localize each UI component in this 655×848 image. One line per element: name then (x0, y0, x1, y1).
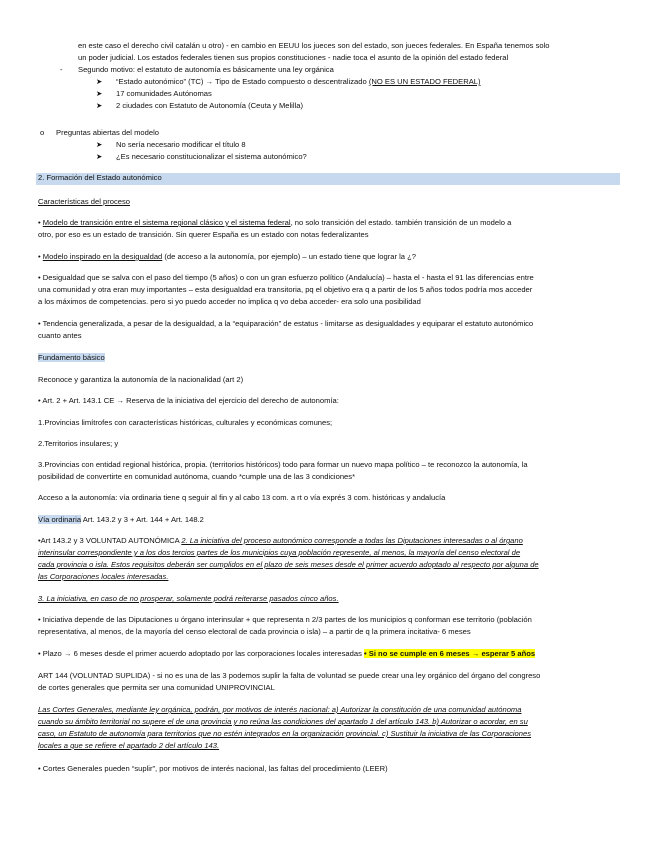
circle-bullet-icon: o (40, 128, 45, 137)
paragraph-line: una comunidad y otra eran muy importantes – esta desigualdad era transitoria, pq el objetivo era q a partir de los 5 años todos podría mos acceder (38, 285, 533, 294)
quote-line: 3. La iniciativa, en caso de no prosperar, solamente podrá reiterarse pasados cinco años. (38, 594, 339, 603)
estado-text: “Estado autonómico” (TC) → Tipo de Estado compuesto o descentralizado (116, 77, 369, 86)
section-2-heading: 2. Formación del Estado autonómico (38, 173, 162, 182)
paragraph-line: • Tendencia generalizada, a pesar de la desigualdad, a la “equiparación” de estatus - limitarse as desigualdades y equiparar el estatuto autonómico (38, 319, 534, 328)
paragraph-line: cuanto antes (38, 331, 82, 340)
paragraph-line: ART 144 (VOLUNTAD SUPLIDA) - si no es una de las 3 podemos suplir la falta de voluntad se puede crear una ley orgánico del órgano del congreso (38, 671, 541, 680)
arrow-bullet-icon: ➤ (96, 77, 103, 86)
dash-bullet: - (60, 65, 63, 74)
modelo-transicion-line (38, 217, 620, 229)
paragraph-line: Reconoce y garantiza la autonomía de la nacionalidad (art 2) (38, 375, 244, 384)
art-143-line (38, 535, 620, 547)
desigualdad-line (38, 251, 620, 263)
via-ordinaria-articles: Art. 143.2 y 3 + Art. 144 + Art. 148.2 (81, 515, 204, 524)
paragraph-line: • Cortes Generales pueden “suplir”, por motivos de interés nacional, las faltas del procedimiento (LEER) (38, 764, 388, 773)
desigualdad-underline-text: Modelo inspirado en la desigualdad (42, 252, 163, 261)
question-2: ¿Es necesario constitucionalizar el sistema autonómico? (116, 152, 307, 161)
arrow-bullet-icon: ➤ (96, 89, 103, 98)
paragraph-line: Acceso a la autonomía: vía ordinaria tiene q seguir al fin y al cabo 13 com. a rt o vía exprés 3 com. históricas y andalucía (38, 493, 446, 502)
paragraph-line: representativa, al menos, de la mayoría del censo electoral de cada provincia o isla) – a partir de q la primera incitativa- 6 meses (38, 627, 471, 636)
paragraph-line: de cortes generales que permita ser una comunidad UNIPROVINCIAL (38, 683, 275, 692)
ciudades-line: 2 ciudades con Estatuto de Autonomía (Ceuta y Melilla) (116, 101, 303, 110)
estado-autonomico-line (116, 76, 616, 88)
quote-line: caso, un Estatuto de autonomía para territorios que no estén integrados en la organización provincial. c) Sustituir la iniciativa de las Corporaciones (38, 729, 532, 738)
dot-bullet: • (38, 252, 41, 261)
arrow-bullet-icon: ➤ (96, 101, 103, 110)
plazo-highlight: • Si no se cumple en 6 meses → esperar 5 años (364, 649, 536, 658)
fundamento-heading (38, 352, 620, 364)
quote-line: locales a que se refiere el apartado 2 del artículo 143. (38, 741, 220, 750)
paragraph-line: otro, por eso es un estado de transición. Sin querer España es un estado con notas federalizantes (38, 230, 369, 239)
list-item: 2.Territorios insulares; y (38, 439, 119, 448)
paragraph-line: posibilidad de convertirte en comunidad autónoma, cuando *cumple una de las 3 condiciones* (38, 472, 356, 481)
arrow-bullet-icon: ➤ (96, 152, 103, 161)
quote-line: las Corporaciones locales interesadas. (38, 572, 169, 581)
art-143-title: •Art 143.2 y 3 VOLUNTAD AUTONÓMICA (38, 536, 182, 545)
art-143-quote: 2. La iniciativa del proceso autonómico corresponde a todas las Diputaciones interesadas o al órgano (181, 536, 523, 545)
list-item: 1.Provincias limítrofes con características históricas, culturales y económicas comunes; (38, 418, 333, 427)
quote-line: cuando su ámbito territorial no supere el de una provincia y no reúna las condiciones del apartado 1 del artículo 143. b) Autorizar o acordar, en su (38, 717, 528, 726)
comunidades-line: 17 comunidades Autónomas (116, 89, 212, 98)
modelo-rest-text: , no solo transición del estado. también transición de un modelo a (290, 218, 512, 227)
via-ordinaria-line (38, 514, 620, 526)
quote-line: interinsular correspondiente y a los dos tercios partes de los municipios cuya población represente, al menos, la mayoría del censo electoral de (38, 548, 521, 557)
modelo-underline-text: Modelo de transición entre el sistema regional clásico y el sistema federal (42, 218, 291, 227)
via-ordinaria-label: Vía ordinaria (38, 515, 82, 524)
quote-line: cada provincia o isla. Estos requisitos deberán ser cumplidos en el plazo de seis meses desde el primer acuerdo adoptado al respecto por alguna de (38, 560, 539, 569)
dot-bullet: • (38, 218, 41, 227)
paragraph-line: 3.Provincias con entidad regional histórica, propia. (territorios históricos) todo para formar un nuevo mapa político – te reconozco la autonomía, la (38, 460, 528, 469)
paragraph-line: • Iniciativa depende de las Diputaciones u órgano interinsular + que representa n 2/3 partes de los municipios q conforman ese territorio (población (38, 615, 532, 624)
paragraph-line: en este caso el derecho civil catalán u otro) - en cambio en EEUU los jueces son del estado, son jueces federales. En España tenemos solo (78, 41, 550, 50)
caracteristicas-heading: Características del proceso (38, 197, 131, 206)
plazo-line (38, 648, 620, 660)
plazo-text: • Plazo → 6 meses desde el primer acuerdo adoptado por las corporaciones locales interesadas (38, 649, 364, 658)
segundo-motivo: Segundo motivo: el estatuto de autonomía es básicamente una ley orgánica (78, 65, 334, 74)
question-1: No sería necesario modificar el título 8 (116, 140, 246, 149)
preguntas-heading: Preguntas abiertas del modelo (56, 128, 160, 137)
fundamento-label: Fundamento básico (38, 353, 105, 362)
arrow-bullet-icon: ➤ (96, 140, 103, 149)
paragraph-line: a los máximos de competencias. pero si yo puedo acceder no implica q vo deba acceder- era solo una posibilidad (38, 297, 421, 306)
desigualdad-rest-text: (de acceso a la autonomía, por ejemplo) – un estado tiene que lograr la ¿? (162, 252, 416, 261)
quote-line: Las Cortes Generales, mediante ley orgánica, podrán, por motivos de interés nacional: a) Autorizar la constitución de una comunidad autónoma (38, 705, 522, 714)
paragraph-line: • Art. 2 + Art. 143.1 CE → Reserva de la iniciativa del ejercicio del derecho de autonomía: (38, 396, 339, 405)
paragraph-line: un poder judicial. Los estados federales tienen sus propios constituciones - nadie toca el asunto de la opinión del estado federal (78, 53, 509, 62)
no-federal-text: (NO ES UN ESTADO FEDERAL) (368, 77, 481, 86)
paragraph-line: • Desigualdad que se salva con el paso del tiempo (5 años) o con un gran esfuerzo político (Andalucía) – hasta el - hasta el 91 las diferencias entre (38, 273, 534, 282)
